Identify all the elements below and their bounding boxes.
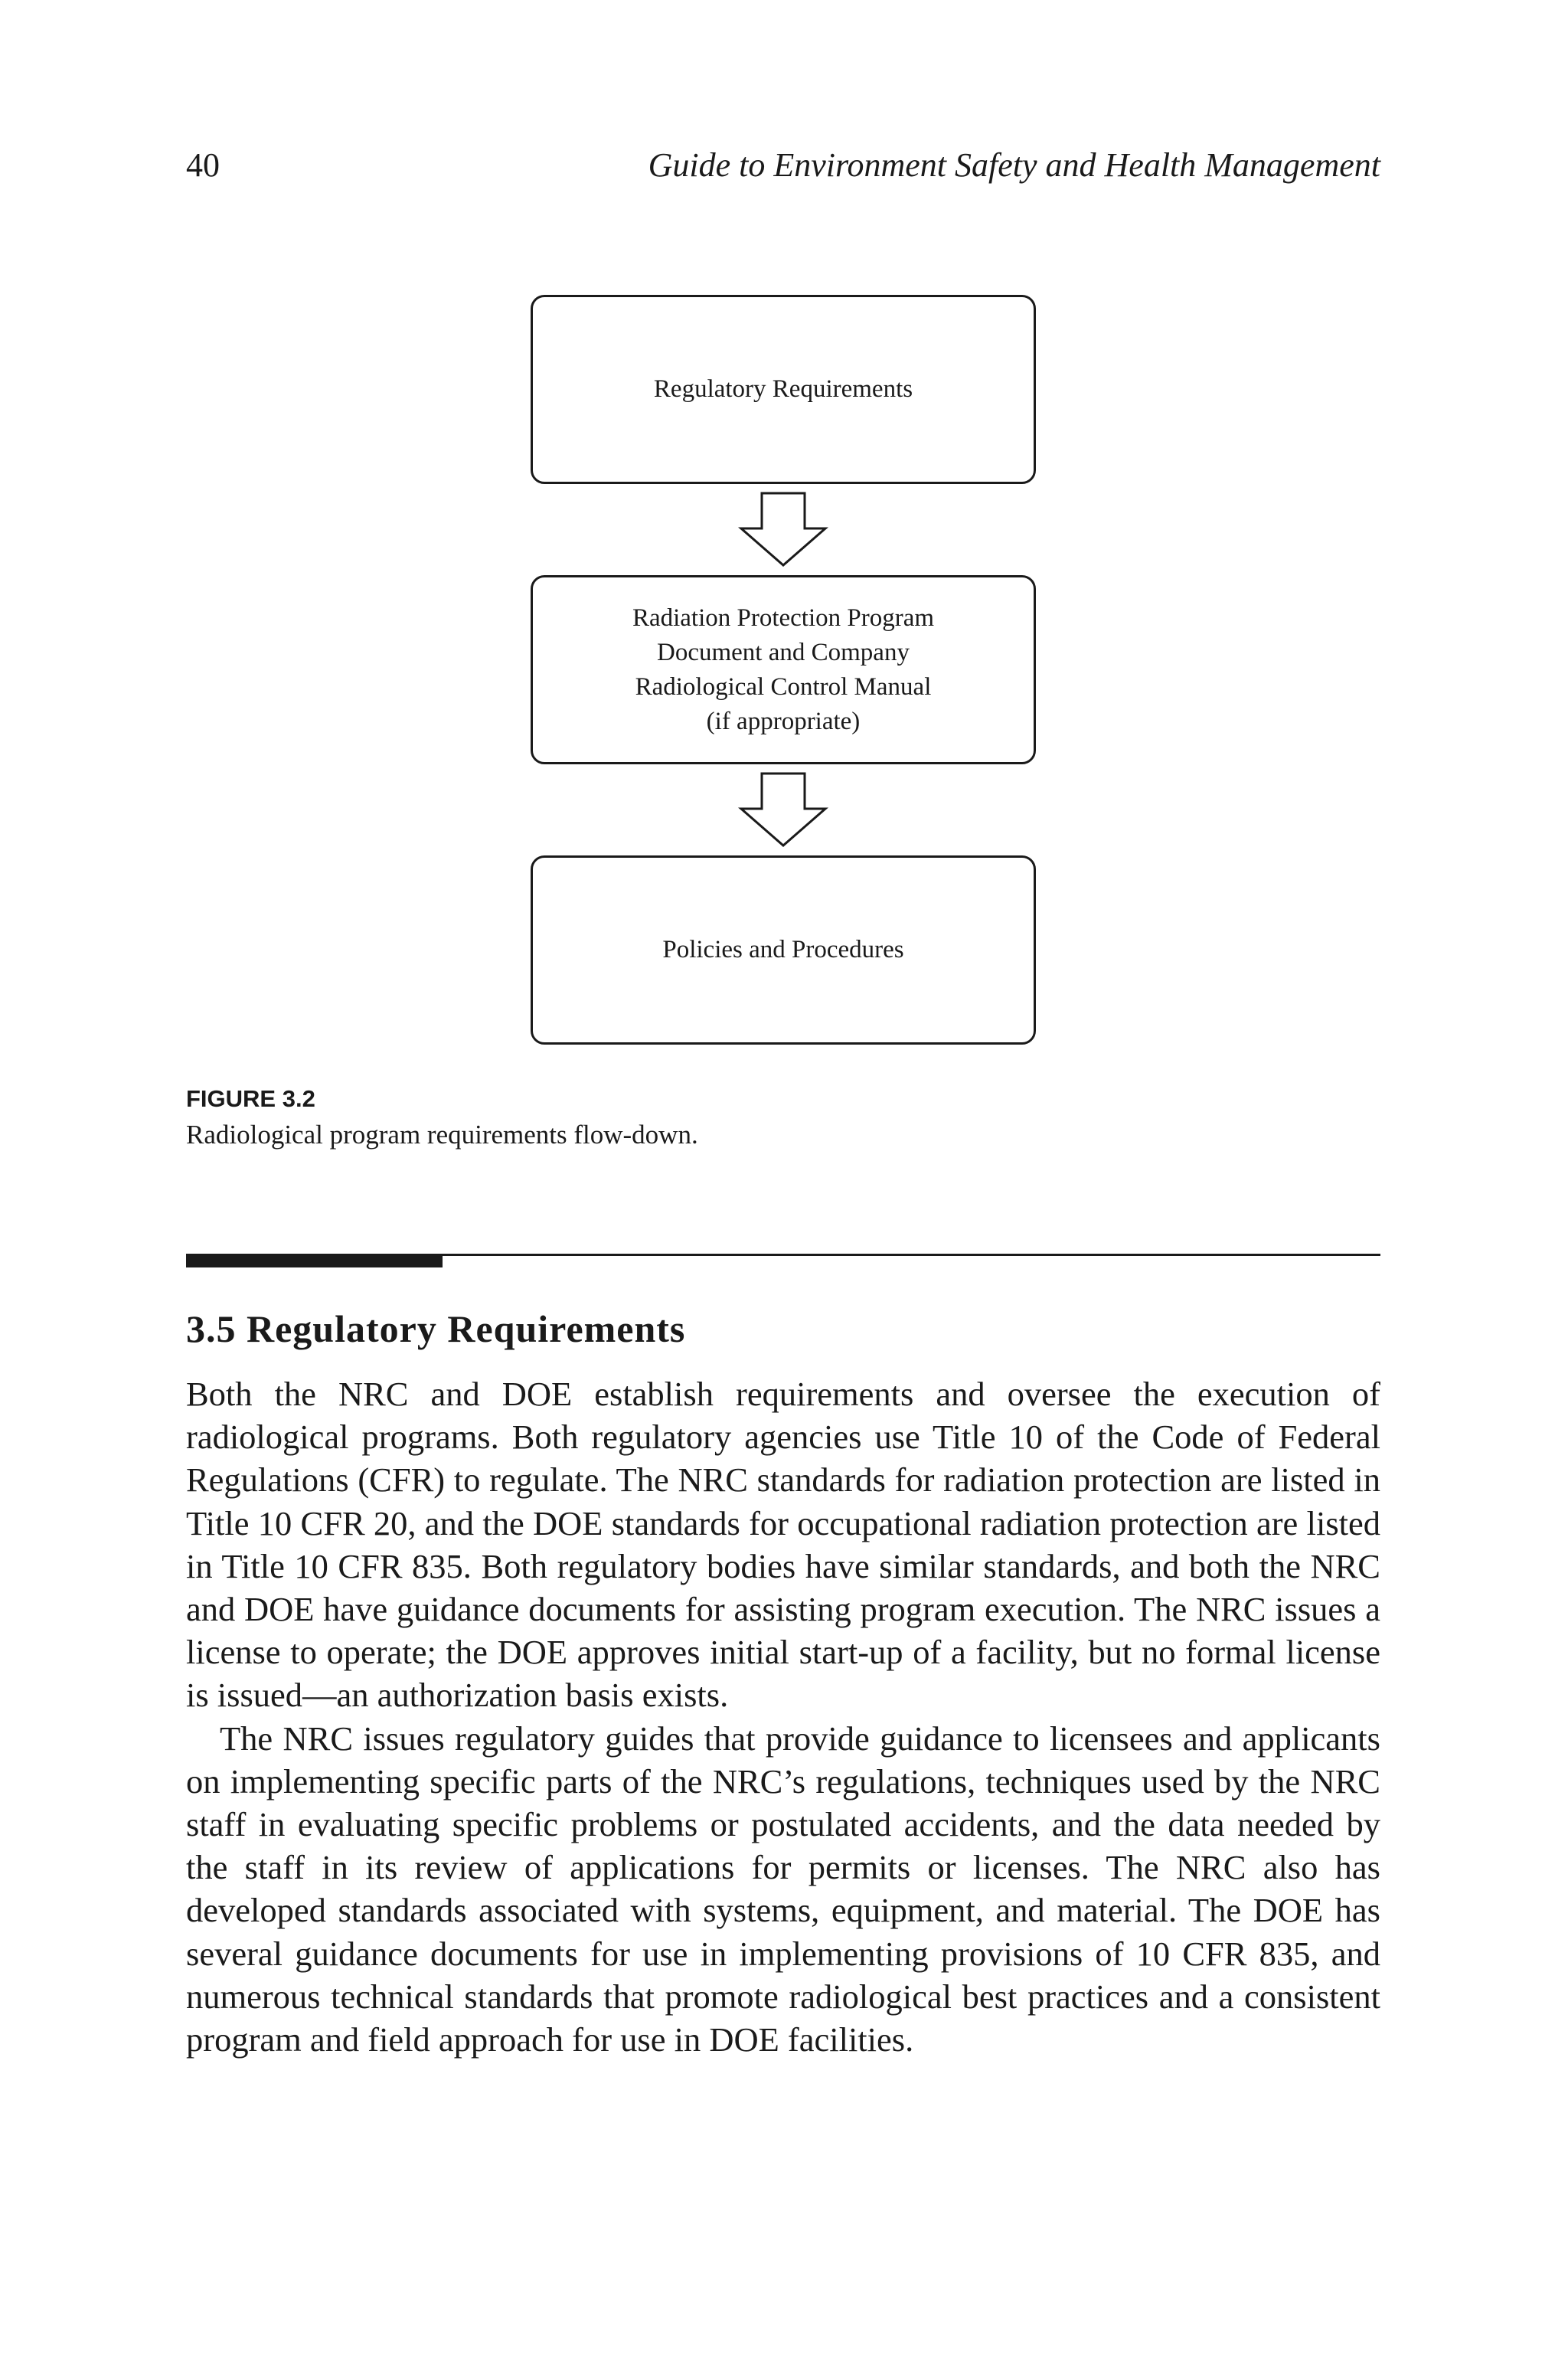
flow-box-regulatory-requirements — [531, 295, 1036, 484]
section-body — [186, 1372, 1380, 2061]
flow-box-text: Regulatory Requirements — [653, 375, 913, 403]
book-title: Guide to Environment Safety and Health Management — [648, 146, 1380, 184]
flow-box-text: Radiation Protection Program — [632, 603, 935, 632]
flow-box-text: Radiological Control Manual — [635, 672, 932, 701]
figure-caption — [186, 1082, 1380, 1154]
running-head — [186, 142, 1380, 188]
flow-box-radiation-protection-program — [531, 575, 1036, 764]
section-rule-thin — [443, 1254, 1380, 1256]
body-paragraph: Both the NRC and DOE establish requirements and oversee the execution of radiological programs. Both regulatory agencies use Title 10 of the Code of Federal Regulations (CFR) to regulate. The NRC standards for radiation protection are listed in Title 10 CFR 20, and the DOE standards for occupational radiation protection are listed in Title 10 CFR 835. Both regulatory bodies have similar standards, and both the NRC and DOE have guidance documents for assisting program execution. The NRC issues a license to operate; the DOE approves initial start-up of a facility, but no formal license is issued—an authorization basis exists. — [186, 1375, 1380, 1715]
hollow-down-arrow-icon — [737, 492, 829, 568]
flow-box-text: Document and Company — [657, 638, 910, 666]
section-rule-thick — [186, 1254, 443, 1267]
hollow-down-arrow-icon — [737, 772, 829, 849]
flow-box-policies-and-procedures — [531, 855, 1036, 1045]
flow-box-text: (if appropriate) — [706, 707, 861, 735]
figure-caption-text: Radiological program requirements flow-down. — [186, 1120, 698, 1150]
page-number: 40 — [186, 146, 220, 184]
figure-label: FIGURE 3.2 — [186, 1085, 315, 1112]
body-paragraph: The NRC issues regulatory guides that provide guidance to licensees and applicants on implementing specific parts of the NRC’s regulations, techniques used by the NRC staff in evaluating specific problems or postulated accidents, and the data needed by the staff in its review of applications for permits or licenses. The NRC also has developed standards associated with systems, equipment, and material. The DOE has several guidance documents for use in implementing provisions of 10 CFR 835, and numerous technical standards that promote radiological best practices and a consistent program and field approach for use in DOE facilities. — [186, 1719, 1380, 2059]
section-heading: 3.5 Regulatory Requirements — [186, 1307, 686, 1350]
flow-box-text: Policies and Procedures — [662, 936, 904, 963]
